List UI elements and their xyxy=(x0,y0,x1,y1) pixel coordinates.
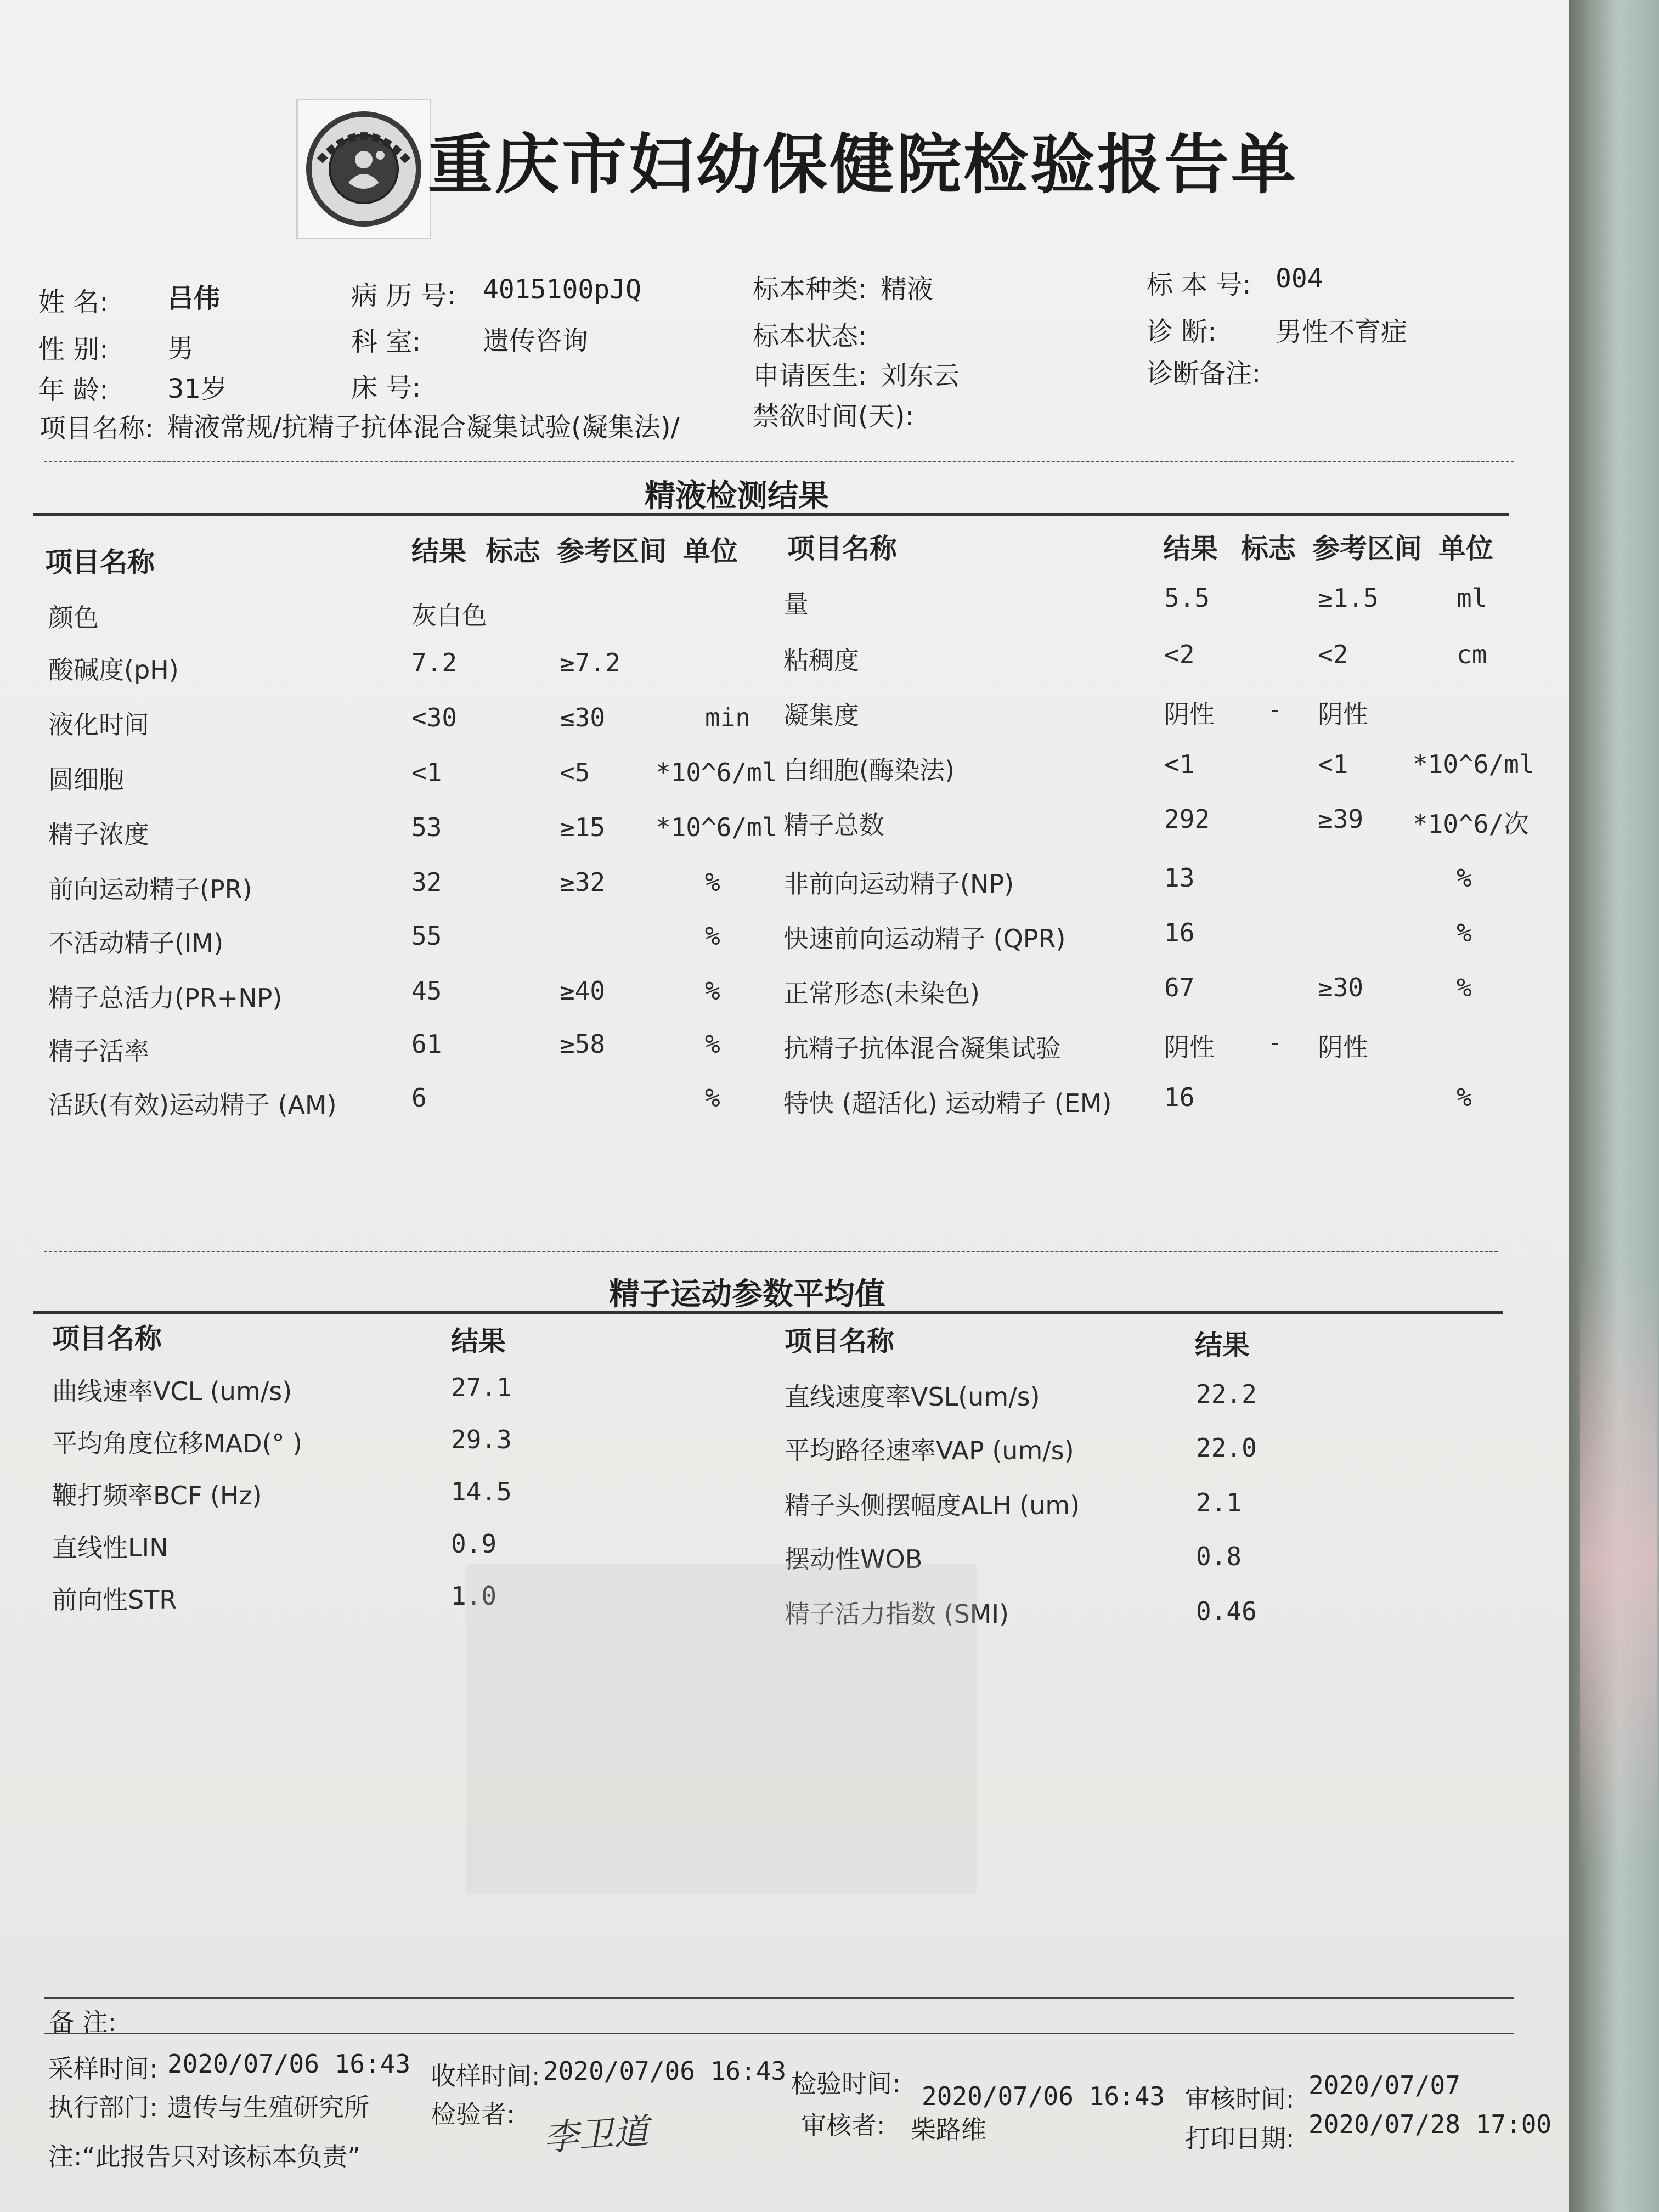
sample-time: 2020/07/06 16:43 xyxy=(167,2049,411,2079)
divider-solid-2 xyxy=(33,1311,1503,1314)
background-object xyxy=(1580,1262,1657,1865)
s2-right-row-result: 0.8 xyxy=(1196,1542,1242,1571)
s1-left-row-unit: % xyxy=(705,976,720,1006)
diag-note-label: 诊断备注: xyxy=(1147,358,1261,389)
exec-dept-label: 执行部门: xyxy=(48,2092,158,2122)
s1-right-row-name: 正常形态(未染色) xyxy=(783,979,980,1008)
s1-left-row-result: 6 xyxy=(411,1083,427,1113)
s1-left-row-name: 精子总活力(PR+NP) xyxy=(48,983,283,1013)
s1-right-row-unit: ml xyxy=(1457,583,1487,613)
s2-right-row-name: 平均路径速率VAP (um/s) xyxy=(785,1436,1074,1465)
remark-label: 备 注: xyxy=(49,2007,117,2037)
s1-right-header-name: 项目名称 xyxy=(787,533,897,565)
section1-title: 精液检测结果 xyxy=(645,478,829,514)
s1-left-row-result: 灰白色 xyxy=(411,601,487,630)
s2-right-row-name: 精子头侧摆幅度ALH (um) xyxy=(785,1491,1080,1520)
s1-left-row-unit: min xyxy=(705,703,751,732)
sample-number: 004 xyxy=(1276,263,1323,294)
s1-right-header-flag: 标志 xyxy=(1241,533,1296,565)
patient-name: 吕伟 xyxy=(167,283,221,314)
review-time: 2020/07/07 xyxy=(1308,2070,1460,2100)
review-time-label: 审核时间: xyxy=(1185,2084,1295,2114)
age-label: 年 龄: xyxy=(38,375,109,405)
diagnosis-value: 男性不育症 xyxy=(1276,317,1408,347)
s1-left-row-unit: % xyxy=(705,921,720,951)
s1-right-row-ref: 阴性 xyxy=(1318,1032,1368,1062)
doctor-label: 申请医生: xyxy=(753,360,867,391)
s1-left-row-name: 前向运动精子(PR) xyxy=(48,874,252,904)
s1-left-header-flag: 标志 xyxy=(486,535,540,567)
name-label: 姓 名: xyxy=(38,287,109,318)
s1-right-row-result: 16 xyxy=(1164,918,1195,947)
sample-type-label: 标本种类: xyxy=(753,274,867,304)
s1-right-row-unit: % xyxy=(1457,863,1472,893)
s1-right-row-result: 16 xyxy=(1164,1082,1195,1112)
s1-left-row-ref: ≥15 xyxy=(560,812,606,842)
s1-left-row-name: 颜色 xyxy=(48,603,99,633)
s2-right-row-name: 摆动性WOB xyxy=(785,1544,923,1574)
sample-state-label: 标本状态: xyxy=(753,321,867,352)
s1-right-row-result: 13 xyxy=(1164,863,1195,893)
reviewer-label: 审核者: xyxy=(801,2111,885,2140)
s1-left-row-ref: ≥40 xyxy=(560,976,606,1006)
s2-left-row-result: 0.9 xyxy=(451,1529,497,1559)
s1-right-row-ref: ≥1.5 xyxy=(1318,583,1379,613)
s2-left-row-name: 前向性STR xyxy=(52,1585,177,1615)
divider-footer-1 xyxy=(44,1997,1514,1999)
section2-title: 精子运动参数平均值 xyxy=(609,1277,885,1312)
print-label: 打印日期: xyxy=(1185,2124,1295,2153)
s1-right-row-ref: <1 xyxy=(1318,749,1348,779)
s1-right-row-unit: % xyxy=(1457,918,1472,947)
project-label: 项目名称: xyxy=(40,413,154,444)
sample-time-label: 采样时间: xyxy=(48,2054,158,2084)
s1-right-row-unit: cm xyxy=(1457,640,1487,669)
s1-left-row-ref: ≥7.2 xyxy=(560,648,620,678)
s1-left-row-name: 酸碱度(pH) xyxy=(48,655,179,685)
s1-right-row-ref: <2 xyxy=(1318,640,1348,669)
s1-right-row-name: 量 xyxy=(783,589,809,619)
hospital-logo xyxy=(296,99,431,239)
s1-right-row-result: <2 xyxy=(1164,640,1195,669)
s2-left-row-name: 鞭打频率BCF (Hz) xyxy=(52,1481,262,1510)
dept-label: 科 室: xyxy=(351,326,421,357)
test-time: 2020/07/06 16:43 xyxy=(922,2081,1165,2111)
s1-left-row-name: 不活动精子(IM) xyxy=(48,928,224,958)
s1-right-row-unit: *10^6/次 xyxy=(1413,809,1530,839)
s1-left-row-result: 32 xyxy=(411,867,442,897)
s1-left-header-unit: 单位 xyxy=(683,535,738,567)
s1-left-header-ref: 参考区间 xyxy=(557,535,667,567)
s1-left-row-result: <1 xyxy=(411,758,442,787)
s1-left-row-unit: % xyxy=(705,1029,720,1059)
s1-right-row-result: 67 xyxy=(1164,973,1195,1002)
s1-right-row-name: 非前向运动精子(NP) xyxy=(783,869,1014,899)
s1-left-row-ref: <5 xyxy=(560,758,590,787)
receive-time-label: 收样时间: xyxy=(431,2061,540,2091)
s1-right-row-name: 凝集度 xyxy=(783,701,859,730)
s1-right-row-result: 阴性 xyxy=(1164,1032,1215,1062)
s2-right-row-result: 22.0 xyxy=(1196,1433,1257,1463)
s1-right-row-ref: ≥39 xyxy=(1318,804,1364,834)
receive-time: 2020/07/06 16:43 xyxy=(543,2056,787,2086)
s1-right-row-name: 特快 (超活化) 运动精子 (EM) xyxy=(783,1088,1112,1118)
s2-left-row-result: 29.3 xyxy=(451,1425,512,1454)
s1-left-row-name: 圆细胞 xyxy=(48,765,124,794)
s1-left-row-ref: ≥58 xyxy=(560,1029,606,1059)
s1-right-row-unit: % xyxy=(1457,973,1472,1002)
s1-left-row-unit: % xyxy=(705,1083,720,1113)
s1-left-row-ref: ≥32 xyxy=(560,867,606,897)
s1-right-header-result: 结果 xyxy=(1163,533,1218,565)
dept-value: 遗传咨询 xyxy=(483,325,589,356)
footer-note: 注:“此报告只对该标本负责” xyxy=(48,2142,361,2171)
record-label: 病 历 号: xyxy=(351,280,456,311)
logo-seal-icon xyxy=(298,100,430,238)
s1-left-row-result: 7.2 xyxy=(411,648,458,678)
s1-left-row-unit: *10^6/ml xyxy=(656,812,777,842)
divider-footer-2 xyxy=(44,2033,1514,2034)
sample-no-label: 标 本 号: xyxy=(1147,269,1251,300)
s1-right-row-flag: - xyxy=(1267,1028,1283,1057)
s1-left-row-name: 液化时间 xyxy=(48,710,149,740)
s1-right-row-result: <1 xyxy=(1164,749,1195,779)
s2-left-row-name: 直线性LIN xyxy=(52,1533,168,1562)
patient-age: 31岁 xyxy=(167,374,228,404)
s2-left-row-name: 曲线速率VCL (um/s) xyxy=(52,1376,292,1406)
abstinence-label: 禁欲时间(天): xyxy=(753,401,914,432)
s1-left-row-result: <30 xyxy=(411,703,458,732)
bed-label: 床 号: xyxy=(351,373,421,403)
s2-right-row-result: 0.46 xyxy=(1196,1596,1257,1626)
s1-right-row-ref: 阴性 xyxy=(1318,699,1368,729)
exec-dept: 遗传与生殖研究所 xyxy=(167,2092,369,2122)
diagnosis-label: 诊 断: xyxy=(1147,317,1217,347)
s1-left-row-name: 精子活率 xyxy=(48,1036,149,1066)
s1-left-row-result: 61 xyxy=(411,1029,442,1059)
record-number: 4015100pJQ xyxy=(483,274,641,305)
divider-dashed-2 xyxy=(44,1251,1498,1252)
gender-label: 性 别: xyxy=(38,334,109,365)
s1-left-row-result: 55 xyxy=(411,921,442,951)
s1-right-row-unit: % xyxy=(1457,1082,1472,1112)
s1-right-row-unit: *10^6/ml xyxy=(1413,749,1534,779)
tester-signature: 李卫道 xyxy=(542,2111,650,2159)
project-name: 精液常规/抗精子抗体混合凝集试验(凝集法)/ xyxy=(167,412,680,443)
s2-left-row-name: 平均角度位移MAD(° ) xyxy=(52,1429,303,1458)
s2-left-header-result: 结果 xyxy=(451,1325,506,1357)
s1-right-row-name: 快速前向运动精子 (QPR) xyxy=(783,924,1066,953)
s1-left-row-name: 精子浓度 xyxy=(48,820,149,849)
s1-left-row-ref: ≤30 xyxy=(560,703,606,732)
s1-right-header-unit: 单位 xyxy=(1438,533,1493,565)
s2-right-row-name: 直线速度率VSL(um/s) xyxy=(785,1382,1040,1412)
test-time-label: 检验时间: xyxy=(791,2069,901,2098)
s1-right-row-name: 白细胞(酶染法) xyxy=(783,755,955,785)
s1-left-row-result: 45 xyxy=(411,976,442,1006)
s1-right-row-ref: ≥30 xyxy=(1318,973,1364,1002)
print-date: 2020/07/28 17:00 xyxy=(1308,2109,1552,2139)
s1-left-header-name: 项目名称 xyxy=(45,546,155,578)
s2-right-row-result: 22.2 xyxy=(1196,1379,1257,1409)
s1-right-header-ref: 参考区间 xyxy=(1312,533,1422,565)
faded-stamp-area xyxy=(466,1564,977,1893)
s1-left-header-result: 结果 xyxy=(411,535,466,567)
s1-right-row-name: 粘稠度 xyxy=(783,646,859,675)
s1-left-row-name: 活跃(有效)运动精子 (AM) xyxy=(48,1090,337,1120)
s2-left-header-name: 项目名称 xyxy=(52,1323,162,1355)
s2-left-row-result: 14.5 xyxy=(451,1477,512,1506)
s2-right-row-name: 精子活力指数 (SMI) xyxy=(785,1599,1009,1629)
s2-left-row-result: 27.1 xyxy=(451,1373,512,1402)
background-right xyxy=(1558,0,1659,2212)
s1-right-row-result: 阴性 xyxy=(1164,699,1215,729)
divider-dashed-1 xyxy=(44,461,1514,462)
s1-right-row-name: 精子总数 xyxy=(783,810,884,840)
s2-right-row-result: 2.1 xyxy=(1196,1488,1242,1517)
s1-left-row-unit: % xyxy=(705,867,720,897)
s1-right-row-result: 5.5 xyxy=(1164,583,1210,613)
patient-gender: 男 xyxy=(167,333,194,364)
s1-left-row-result: 53 xyxy=(411,812,442,842)
sample-type: 精液 xyxy=(881,274,934,304)
divider-solid-1 xyxy=(33,513,1509,516)
doctor-name: 刘东云 xyxy=(881,360,960,391)
s1-right-row-flag: - xyxy=(1267,695,1283,724)
s1-left-row-unit: *10^6/ml xyxy=(656,758,777,787)
s2-right-header-name: 项目名称 xyxy=(785,1325,894,1357)
report-title: 重庆市妇幼保健院检验报告单 xyxy=(428,126,1299,202)
s1-right-row-result: 292 xyxy=(1164,804,1210,834)
reviewer-name: 柴路维 xyxy=(911,2115,986,2145)
s2-left-row-result: 1.0 xyxy=(451,1581,497,1611)
s2-right-header-result: 结果 xyxy=(1195,1329,1250,1361)
s1-right-row-name: 抗精子抗体混合凝集试验 xyxy=(783,1034,1061,1063)
tester-label: 检验者: xyxy=(431,2100,515,2129)
